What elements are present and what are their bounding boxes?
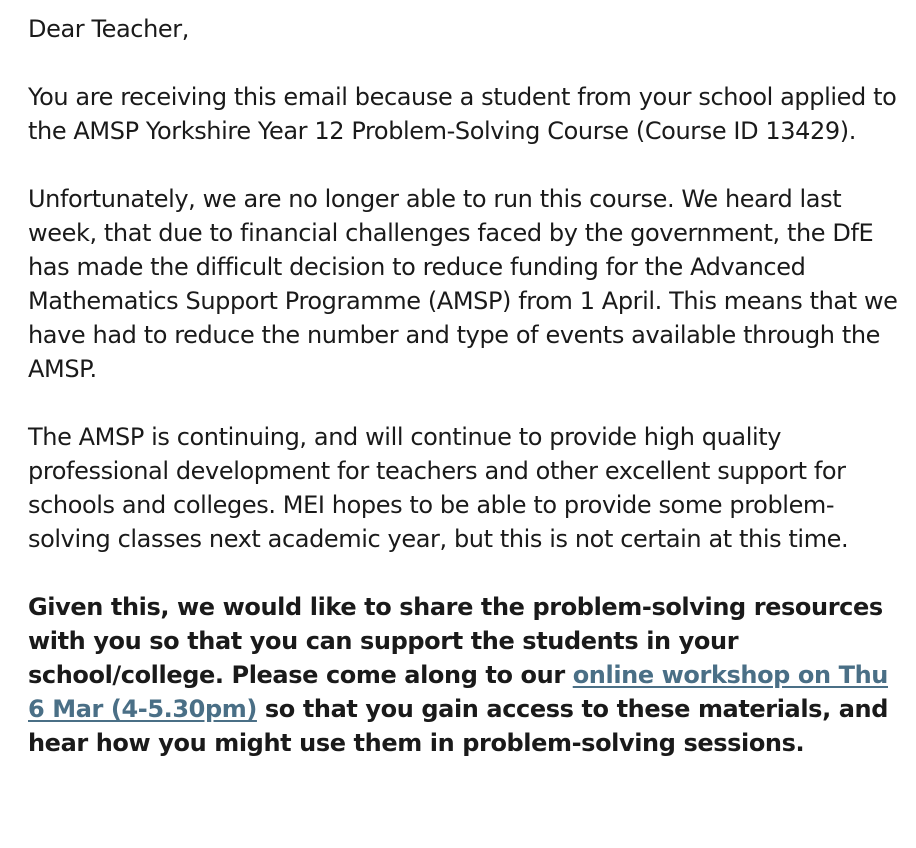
email-paragraph-4	[28, 590, 898, 760]
email-body	[28, 12, 898, 760]
online-workshop-link[interactable]: online workshop on Thu 6 Mar (4-5.30pm)	[28, 661, 888, 723]
email-paragraph-2: Unfortunately, we are no longer able to run this course. We heard last week, that due to financial challenges faced by the government, the DfE has made the difficult decision to reduce funding for the Advanced Mathematics Support Programme (AMSP) from 1 April. This means that we have had to reduce the number and type of events available through the AMSP.	[28, 185, 898, 383]
email-greeting: Dear Teacher,	[28, 15, 189, 43]
paragraph-4-text-after-link: so that you gain access to these materials, and hear how you might use them in problem-solving sessions.	[28, 695, 888, 757]
paragraph-4-text-before-link: Given this, we would like to share the problem-solving resources with you so that you can support the students in your school/college. Please come along to our	[28, 593, 883, 689]
email-paragraph-3: The AMSP is continuing, and will continue to provide high quality professional development for teachers and other excellent support for schools and colleges. MEI hopes to be able to provide some problem-solving classes next academic year, but this is not certain at this time.	[28, 423, 849, 553]
email-paragraph-1: You are receiving this email because a student from your school applied to the AMSP Yorkshire Year 12 Problem-Solving Course (Course ID 13429).	[28, 83, 897, 145]
